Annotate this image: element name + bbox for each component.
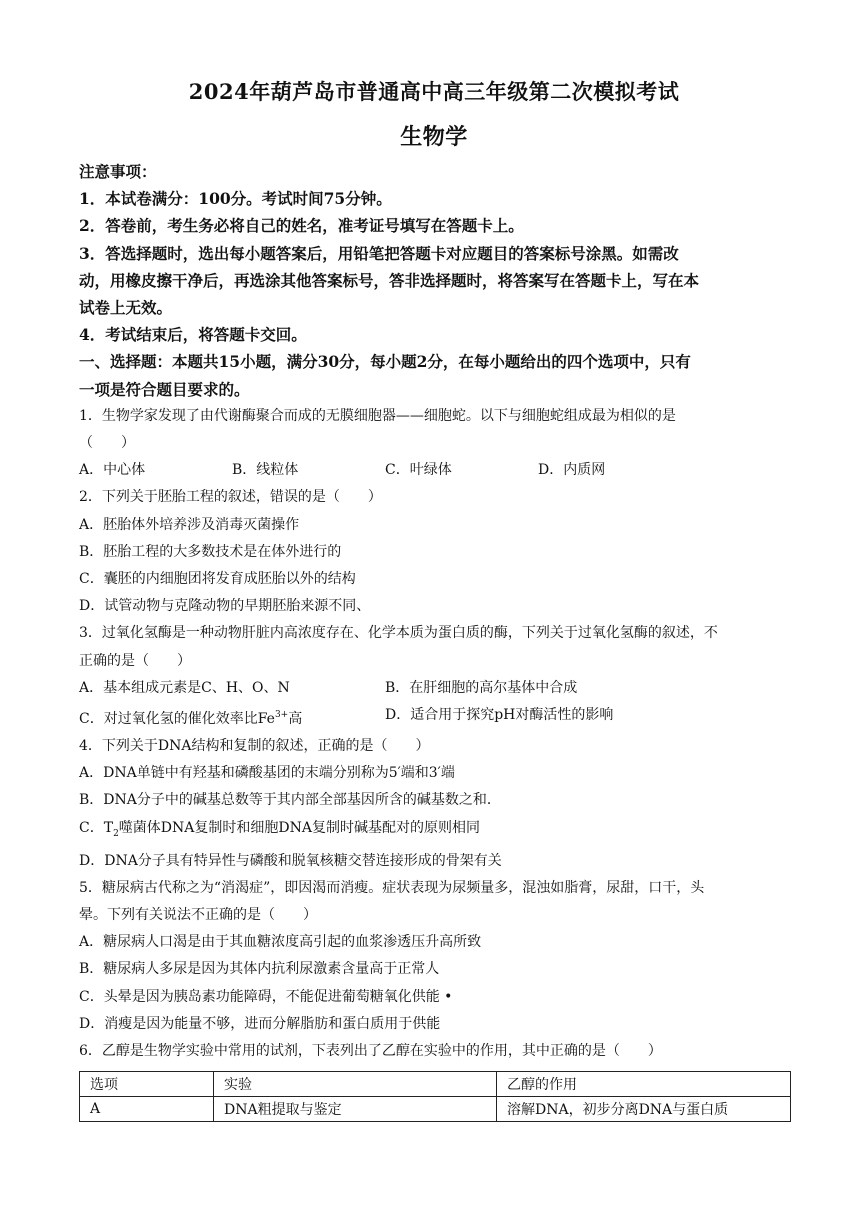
q2-stem: 2．下列关于胚胎工程的叙述，错误的是（ ） (79, 489, 382, 506)
q1-option-a: A．中心体 (79, 462, 146, 479)
note-3a: 3．答选择题时，选出每小题答案后，用铅笔把答题卡对应题目的答案标号涂黑。如需改 (79, 243, 679, 263)
q3-options-cd (79, 702, 791, 733)
q4-option-c-post: 噬菌体DNA复制时和细胞DNA复制时碱基配对的原则相同 (118, 819, 480, 836)
q6-table (79, 1071, 791, 1122)
q1-blank: （ ） (79, 435, 135, 452)
q5-option-a: A．糖尿病人口渴是由于其血糖浓度高引起的血浆渗透压升高所致 (79, 934, 482, 951)
table-cell: 溶解DNA，初步分离DNA与蛋白质 (497, 1097, 791, 1122)
q1-option-d: D．内质网 (538, 462, 606, 479)
q2-option-a: A．胚胎体外培养涉及消毒灭菌操作 (79, 516, 300, 533)
table-header-cell: 乙醇的作用 (497, 1072, 791, 1097)
q5-option-b: B．糖尿病人多尿是因为其体内抗利尿激素含量高于正常人 (79, 961, 440, 978)
q3-option-a: A．基本组成元素是C、H、O、N (79, 679, 290, 696)
q1-stem: 1．生物学家发现了由代谢酶聚合而成的无膜细胞器——细胞蛇。以下与细胞蛇组成最为相似的是 (79, 407, 676, 424)
q5-stem-a: 5．糖尿病古代称之为“消渴症”，即因渴而消瘦。症状表现为尿频量多，混浊如脂膏，尿甜，口干，头 (79, 879, 705, 896)
table-row (80, 1097, 791, 1122)
q3-stem-a: 3．过氧化氢酶是一种动物肝脏内高浓度存在、化学本质为蛋白质的酶，下列关于过氧化氢酶的叙述，不 (79, 625, 718, 642)
subject-title: 生物学 (400, 124, 468, 150)
q4-option-c-sub: 2 (113, 828, 119, 839)
q5-option-c: C．头晕是因为胰岛素功能障碍，不能促进葡萄糖氧化供能 • (79, 988, 453, 1005)
q4-option-c-pre: C．T (79, 819, 114, 836)
q4-option-b: B．DNA分子中的碱基总数等于其内部全部基因所含的碱基数之和． (79, 792, 501, 809)
note-1: 1．本试卷满分：100分。考试时间75分钟。 (79, 189, 392, 209)
q3-option-c-pre: C．对过氧化氢的催化效率比Fe (79, 710, 275, 727)
q6-stem: 6．乙醇是生物学实验中常用的试剂，下表列出了乙醇在实验中的作用，其中正确的是（ ） (79, 1042, 662, 1059)
q2-option-c: C．囊胚的内细胞团将发育成胚胎以外的结构 (79, 571, 356, 588)
q3-option-b: B．在肝细胞的高尔基体中合成 (385, 679, 578, 696)
q3-stem-b: 正确的是（ ） (79, 652, 191, 669)
q1-options (79, 457, 791, 484)
section-heading-b: 一项是符合题目要求的。 (79, 379, 250, 399)
note-2: 2．答卷前，考生务必将自己的姓名，准考证号填写在答题卡上。 (79, 216, 524, 236)
table-header-cell: 实验 (214, 1072, 497, 1097)
table-cell: A (80, 1097, 214, 1122)
q1-option-b: B．线粒体 (232, 462, 299, 479)
q5-option-d: D．消瘦是因为能量不够，进而分解脂肪和蛋白质用于供能 (79, 1015, 441, 1032)
q4-option-d: D．DNA分子具有特异性与磷酸和脱氧核糖交替连接形成的骨架有关 (79, 852, 502, 869)
note-3c: 试卷上无效。 (79, 298, 173, 318)
table-header-row (80, 1072, 791, 1097)
exam-title: 2024年葫芦岛市普通高中高三年级第二次模拟考试 (188, 79, 680, 104)
q4-option-a: A．DNA单链中有羟基和磷酸基团的末端分别称为5′端和3′端 (79, 765, 455, 782)
q5-stem-b: 晕。下列有关说法不正确的是（ ） (79, 906, 317, 923)
q1-option-c: C．叶绿体 (385, 462, 452, 479)
table-header-cell: 选项 (80, 1072, 214, 1097)
note-4: 4．考试结束后，将答题卡交回。 (79, 325, 307, 345)
section-heading-a: 一、选择题：本题共15小题，满分30分，每小题2分，在每小题给出的四个选项中，只有 (79, 352, 691, 372)
table-cell: DNA粗提取与鉴定 (214, 1097, 497, 1122)
q3-option-c-post: 高 (288, 710, 303, 727)
q2-option-b: B．胚胎工程的大多数技术是在体外进行的 (79, 543, 342, 560)
q3-options-ab (79, 675, 791, 702)
q4-stem: 4．下列关于DNA结构和复制的叙述，正确的是（ ） (79, 737, 430, 754)
q3-option-c (79, 702, 385, 733)
note-3b: 动，用橡皮擦干净后，再选涂其他答案标号，答非选择题时，将答案写在答题卡上，写在本 (79, 270, 700, 290)
notes-heading: 注意事项： (79, 162, 157, 181)
exam-content (79, 158, 791, 1122)
q4-option-c (79, 815, 791, 848)
q3-option-c-sup: 3+ (274, 710, 289, 721)
q3-option-d: D．适合用于探究pH对酶活性的影响 (385, 707, 614, 724)
q2-option-d: D．试管动物与克隆动物的早期胚胎来源不同、 (79, 598, 371, 615)
